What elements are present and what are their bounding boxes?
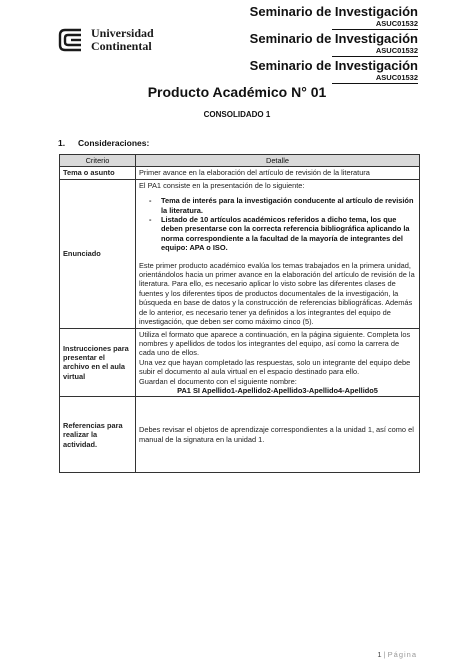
criterio-cell: Enunciado: [60, 179, 136, 328]
course-title: Seminario de Investigación: [249, 4, 418, 19]
detalle-cell: Debes revisar el objetos de aprendizaje correspondientes a la unidad 1, así como el manual de la signatura en la unidad 1.: [136, 397, 420, 473]
section-number: 1.: [58, 138, 66, 148]
enunciado-list: [139, 196, 416, 252]
course-title: Seminario de Investigación: [249, 58, 418, 73]
table-row-referencias: [60, 397, 420, 473]
file-name-format: PA1 SI Apellido1-Apellido2-Apellido3-Apellido4-Apellido5: [177, 385, 378, 395]
page-label: Página: [387, 650, 417, 659]
enunciado-intro: El PA1 consiste en la presentación de lo siguiente:: [139, 180, 305, 190]
course-header-3: [250, 58, 418, 83]
course-header-1: [250, 4, 418, 29]
footer-separator: |: [383, 650, 386, 659]
enunciado-body: Este primer producto académico evalúa los temas trabajados en la primera unidad, orientándolos hacia un primer avance en la elaboración del artículo de revisión de la literatura. Para ello, es necesario aplicar lo visto sobre las diferentes clases de fuentes y los diferentes tipos de productos documentales de la investigación, la búsqueda en base de datos y la construcción de referencias bibliográficas. Además de lo anterior, es necesario tener ya definidos a los integrantes del equipo de investigación, que deben ser como máximo cinco (5).: [139, 260, 415, 327]
detalle-cell: [136, 328, 420, 397]
course-code: ASUC01532: [375, 19, 418, 28]
logo-text: [91, 27, 154, 53]
section-heading: [58, 138, 149, 148]
course-header-2: [250, 31, 418, 56]
detalle-cell: [136, 179, 420, 328]
course-code: ASUC01532: [375, 73, 418, 82]
criterio-cell: Tema o asunto: [60, 167, 136, 179]
logo-line-1: Universidad: [91, 26, 154, 40]
list-item: - Listado de 10 artículos académicos referidos a dicho tema, los que deben presentarse con la correcta referencia bibliográfica aplicando la norma correspondiente a la facultad de la mayoría de integrantes del equipo: APA o ISO.: [161, 215, 416, 253]
table-row-tema: [60, 167, 420, 179]
detalle-cell: Primer avance en la elaboración del artículo de revisión de la literatura: [136, 167, 420, 179]
logo-line-2: Continental: [91, 39, 152, 53]
university-logo: [57, 25, 169, 57]
instrucciones-p3: Guardan el documento con el siguiente nombre:: [139, 376, 297, 386]
document-subtitle: CONSOLIDADO 1: [203, 110, 271, 119]
continental-logo-icon: [57, 25, 87, 55]
header-criterio: Criterio: [60, 155, 136, 167]
course-title: Seminario de Investigación: [249, 31, 418, 46]
criterio-cell: Instrucciones para presentar el archivo en el aula virtual: [60, 328, 136, 397]
header-divider: [332, 56, 418, 57]
document-title: Producto Académico N° 01: [147, 84, 327, 100]
instrucciones-p1: Utiliza el formato que aparece a continuación, en la página siguiente. Completa los nombres y apellidos de todos los integrantes del equipo, así como la carrera de cada uno de ellos.: [139, 329, 411, 358]
table-header-row: [60, 155, 420, 167]
criterio-cell: Referencias para realizar la actividad.: [60, 397, 136, 473]
table-row-enunciado: [60, 179, 420, 328]
section-title: Consideraciones:: [78, 138, 150, 148]
page-number: 1: [377, 650, 382, 659]
header-detalle: Detalle: [136, 155, 420, 167]
instrucciones-p2: Una vez que hayan completado las respuestas, solo un integrante del equipo debe subir el documento al aula virtual en el espacio destinado para ello.: [139, 357, 411, 377]
list-item: - Tema de interés para la investigación conducente al artículo de revisión la literatura.: [161, 196, 416, 215]
table-row-instrucciones: [60, 328, 420, 397]
page-footer: [377, 650, 417, 659]
course-code: ASUC01532: [375, 46, 418, 55]
header-divider: [332, 29, 418, 30]
considerations-table: [59, 154, 420, 473]
